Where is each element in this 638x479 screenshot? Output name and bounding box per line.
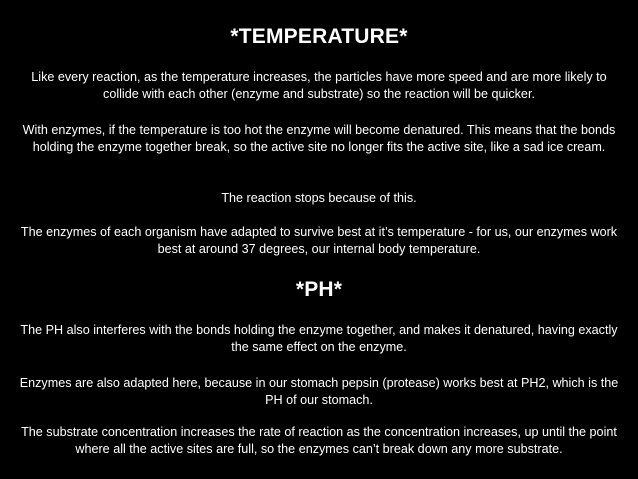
temperature-paragraph-optimum: The enzymes of each organism have adapted to survive best at it’s temperature - for us, our enzymes work best at around 37 degrees, our internal body temperature.: [20, 225, 618, 256]
ph-paragraph-bonds: The PH also interferes with the bonds holding the enzyme together, and makes it denatured, having exactly the same effect on the enzyme.: [20, 323, 618, 354]
ph-paragraph-pepsin: Enzymes are also adapted here, because in our stomach pepsin (protease) works best at PH2, which is the PH of our stomach.: [19, 376, 619, 407]
substrate-concentration-paragraph: The substrate concentration increases the rate of reaction as the concentration increases, up until the point where all the active sites are full, so the enzymes can’t break down any more substrate.: [21, 425, 617, 456]
temperature-paragraph-reaction-stops: The reaction stops because of this.: [221, 191, 417, 205]
temperature-paragraph-denatured: With enzymes, if the temperature is too hot the enzyme will become denatured. This means that the bonds holding the enzyme together break, so the active site no longer fits the active site, like a sad ice cream.: [22, 123, 616, 154]
ph-heading: *PH*: [295, 278, 343, 301]
temperature-paragraph-collisions: Like every reaction, as the temperature increases, the particles have more speed and are more likely to collide with each other (enzyme and substrate) so the reaction will be quicker.: [31, 70, 607, 101]
temperature-heading: *TEMPERATURE*: [230, 25, 408, 48]
